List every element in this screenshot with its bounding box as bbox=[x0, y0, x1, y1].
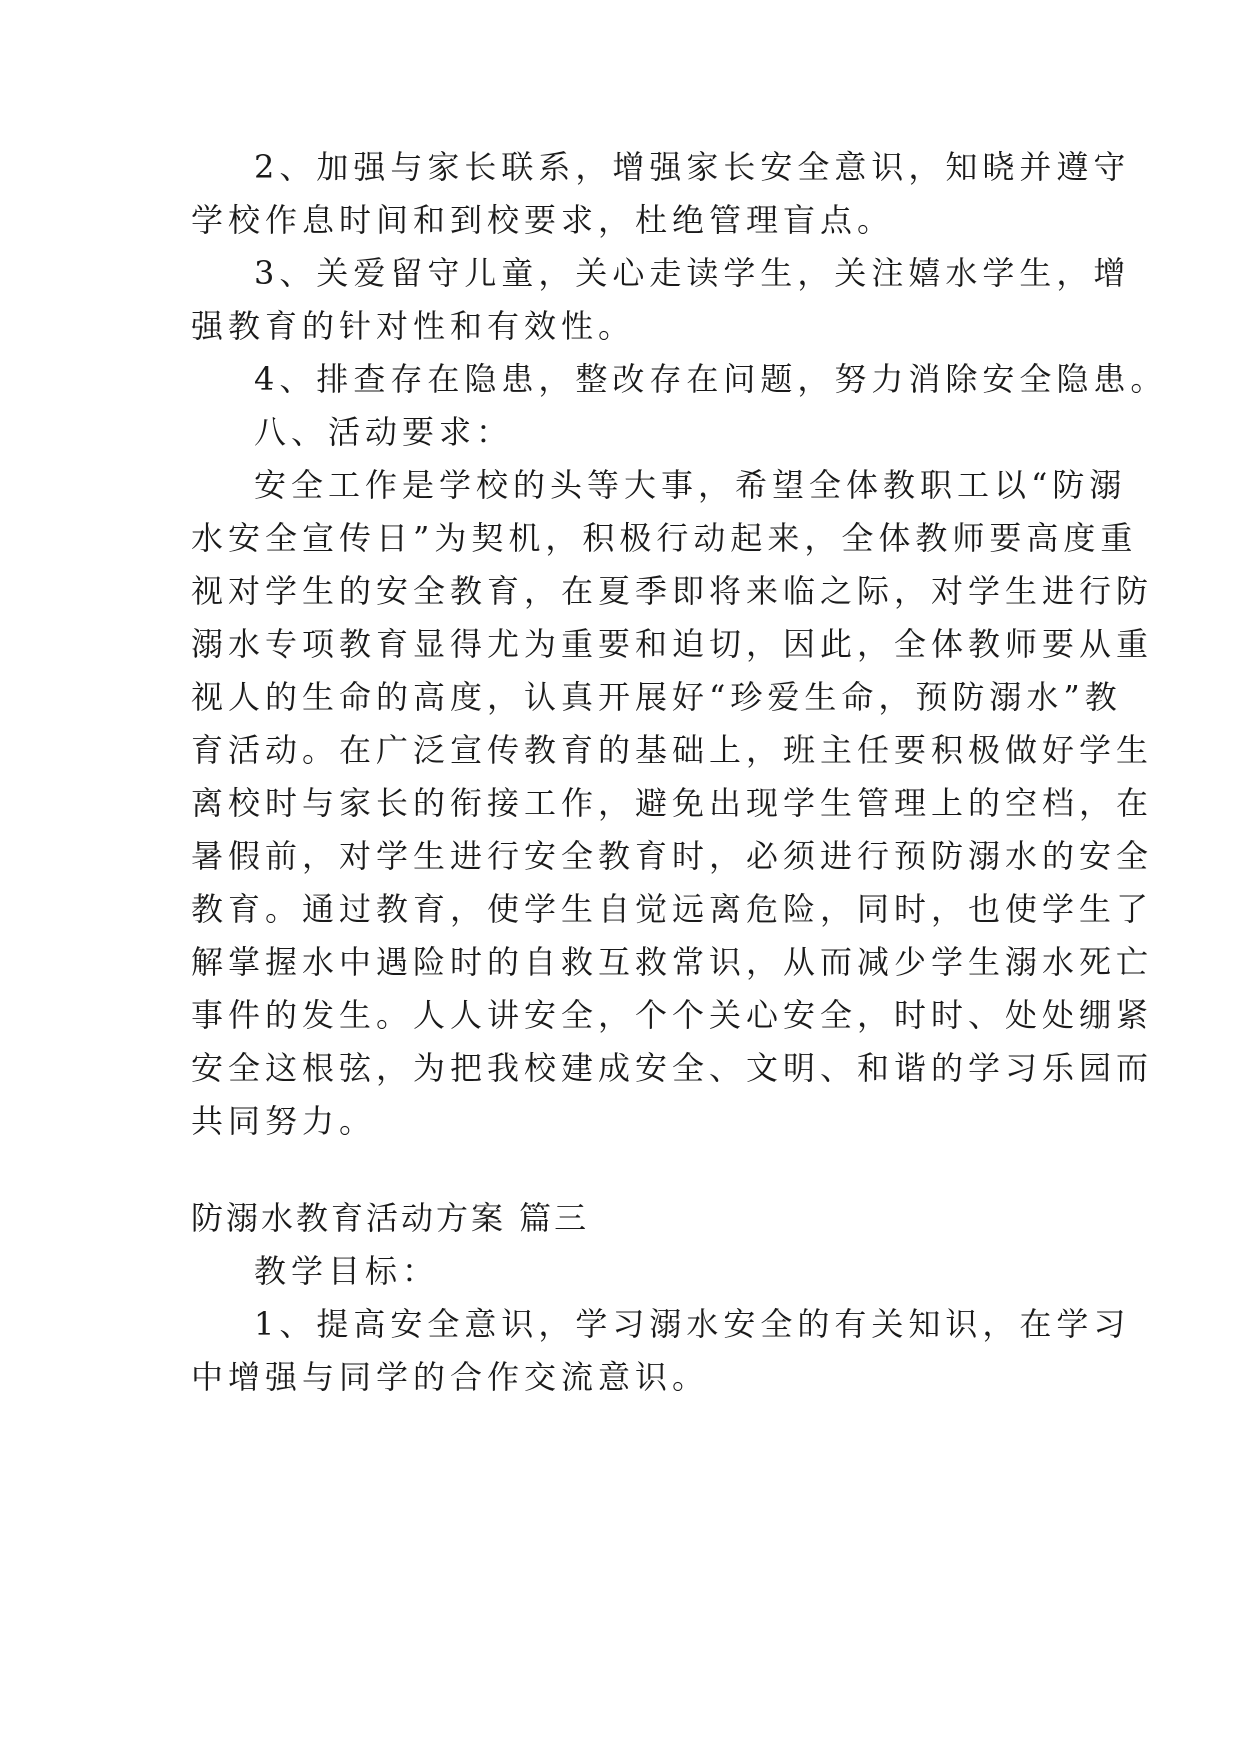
section-heading: 教学目标： bbox=[254, 1252, 440, 1290]
paragraph-line: 学校作息时间和到校要求，杜绝管理盲点。 bbox=[191, 201, 895, 239]
paragraph-line: 溺水专项教育显得尤为重要和迫切，因此，全体教师要从重 bbox=[191, 625, 1154, 663]
paragraph-line: 离校时与家长的衔接工作，避免出现学生管理上的空档，在 bbox=[191, 784, 1154, 822]
paragraph-line: 3、关爱留守儿童，关心走读学生，关注嬉水学生，增 bbox=[254, 254, 1131, 292]
paragraph-line: 暑假前，对学生进行安全教育时，必须进行预防溺水的安全 bbox=[191, 837, 1154, 875]
paragraph-line: 1、提高安全意识，学习溺水安全的有关知识，在学习 bbox=[254, 1305, 1131, 1343]
paragraph-line: 2、加强与家长联系，增强家长安全意识，知晓并遵守 bbox=[254, 148, 1131, 186]
section-heading: 八、活动要求： bbox=[254, 413, 514, 451]
paragraph-line: 育活动。在广泛宣传教育的基础上，班主任要积极做好学生 bbox=[191, 731, 1154, 769]
paragraph-line: 事件的发生。人人讲安全，个个关心安全，时时、处处绷紧 bbox=[191, 996, 1154, 1034]
paragraph-line: 解掌握水中遇险时的自救互救常识，从而减少学生溺水死亡 bbox=[191, 943, 1154, 981]
article-title: 防溺水教育活动方案 篇三 bbox=[191, 1199, 590, 1237]
paragraph-line: 视对学生的安全教育，在夏季即将来临之际，对学生进行防 bbox=[191, 572, 1154, 610]
paragraph-line: 视人的生命的高度，认真开展好“珍爱生命，预防溺水”教 bbox=[191, 678, 1122, 716]
paragraph-line: 4、排查存在隐患，整改存在问题，努力消除安全隐患。 bbox=[254, 360, 1168, 398]
paragraph-line: 强教育的针对性和有效性。 bbox=[191, 307, 636, 345]
paragraph-line: 安全这根弦，为把我校建成安全、文明、和谐的学习乐园而 bbox=[191, 1049, 1154, 1087]
paragraph-line: 安全工作是学校的头等大事，希望全体教职工以“防溺 bbox=[254, 466, 1127, 504]
paragraph-line: 共同努力。 bbox=[191, 1102, 377, 1140]
paragraph-line: 中增强与同学的合作交流意识。 bbox=[191, 1358, 710, 1396]
paragraph-line: 水安全宣传日”为契机，积极行动起来，全体教师要高度重 bbox=[191, 519, 1138, 557]
paragraph-line: 教育。通过教育，使学生自觉远离危险，同时，也使学生了 bbox=[191, 890, 1154, 928]
